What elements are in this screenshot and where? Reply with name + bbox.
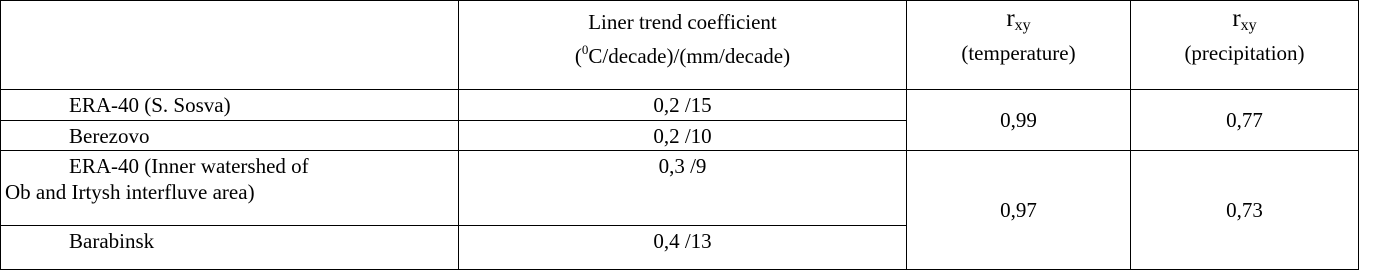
header-trend-coefficient xyxy=(459,1,907,90)
table-row xyxy=(1,90,1359,121)
r-precipitation-symbol xyxy=(1131,1,1358,39)
table-row xyxy=(1,151,1359,226)
r-temp-sub: xy xyxy=(1014,17,1031,34)
trend-header-degree: 0 xyxy=(581,42,589,57)
r-precipitation-value: 0,77 xyxy=(1131,90,1359,151)
station-name-line1: ERA-40 (Inner watershed of xyxy=(69,154,309,178)
header-empty-cell xyxy=(1,1,459,90)
r-temperature-label: (temperature) xyxy=(961,41,1076,65)
r-prec-sub: xy xyxy=(1240,17,1257,34)
trend-header-units: C/decade)/(mm/decade) xyxy=(588,44,791,68)
trend-header-paren: ( xyxy=(574,44,582,68)
station-name xyxy=(1,151,459,226)
station-name: ERA-40 (S. Sosva) xyxy=(1,90,459,121)
station-name: Barabinsk xyxy=(1,226,459,270)
header-r-precipitation xyxy=(1131,1,1359,90)
trend-value: 0,3 /9 xyxy=(459,151,907,226)
header-r-temperature xyxy=(907,1,1131,90)
r-prec-r: r xyxy=(1232,5,1241,32)
r-precipitation-value: 0,73 xyxy=(1131,151,1359,270)
station-name-line2: Ob and Irtysh interfluve area) xyxy=(5,180,255,204)
r-temperature-value: 0,97 xyxy=(907,151,1131,270)
trend-value: 0,4 /13 xyxy=(459,226,907,270)
trend-header-line1: Liner trend coefficient xyxy=(588,10,777,34)
r-precipitation-label: (precipitation) xyxy=(1184,41,1305,65)
r-temperature-symbol xyxy=(907,1,1130,39)
r-temperature-value: 0,99 xyxy=(907,90,1131,151)
trend-value: 0,2 /15 xyxy=(459,90,907,121)
trend-value: 0,2 /10 xyxy=(459,121,907,151)
station-name: Berezovo xyxy=(1,121,459,151)
header-row xyxy=(1,1,1359,90)
trend-header-line2 xyxy=(459,36,906,70)
r-temp-r: r xyxy=(1006,5,1015,32)
